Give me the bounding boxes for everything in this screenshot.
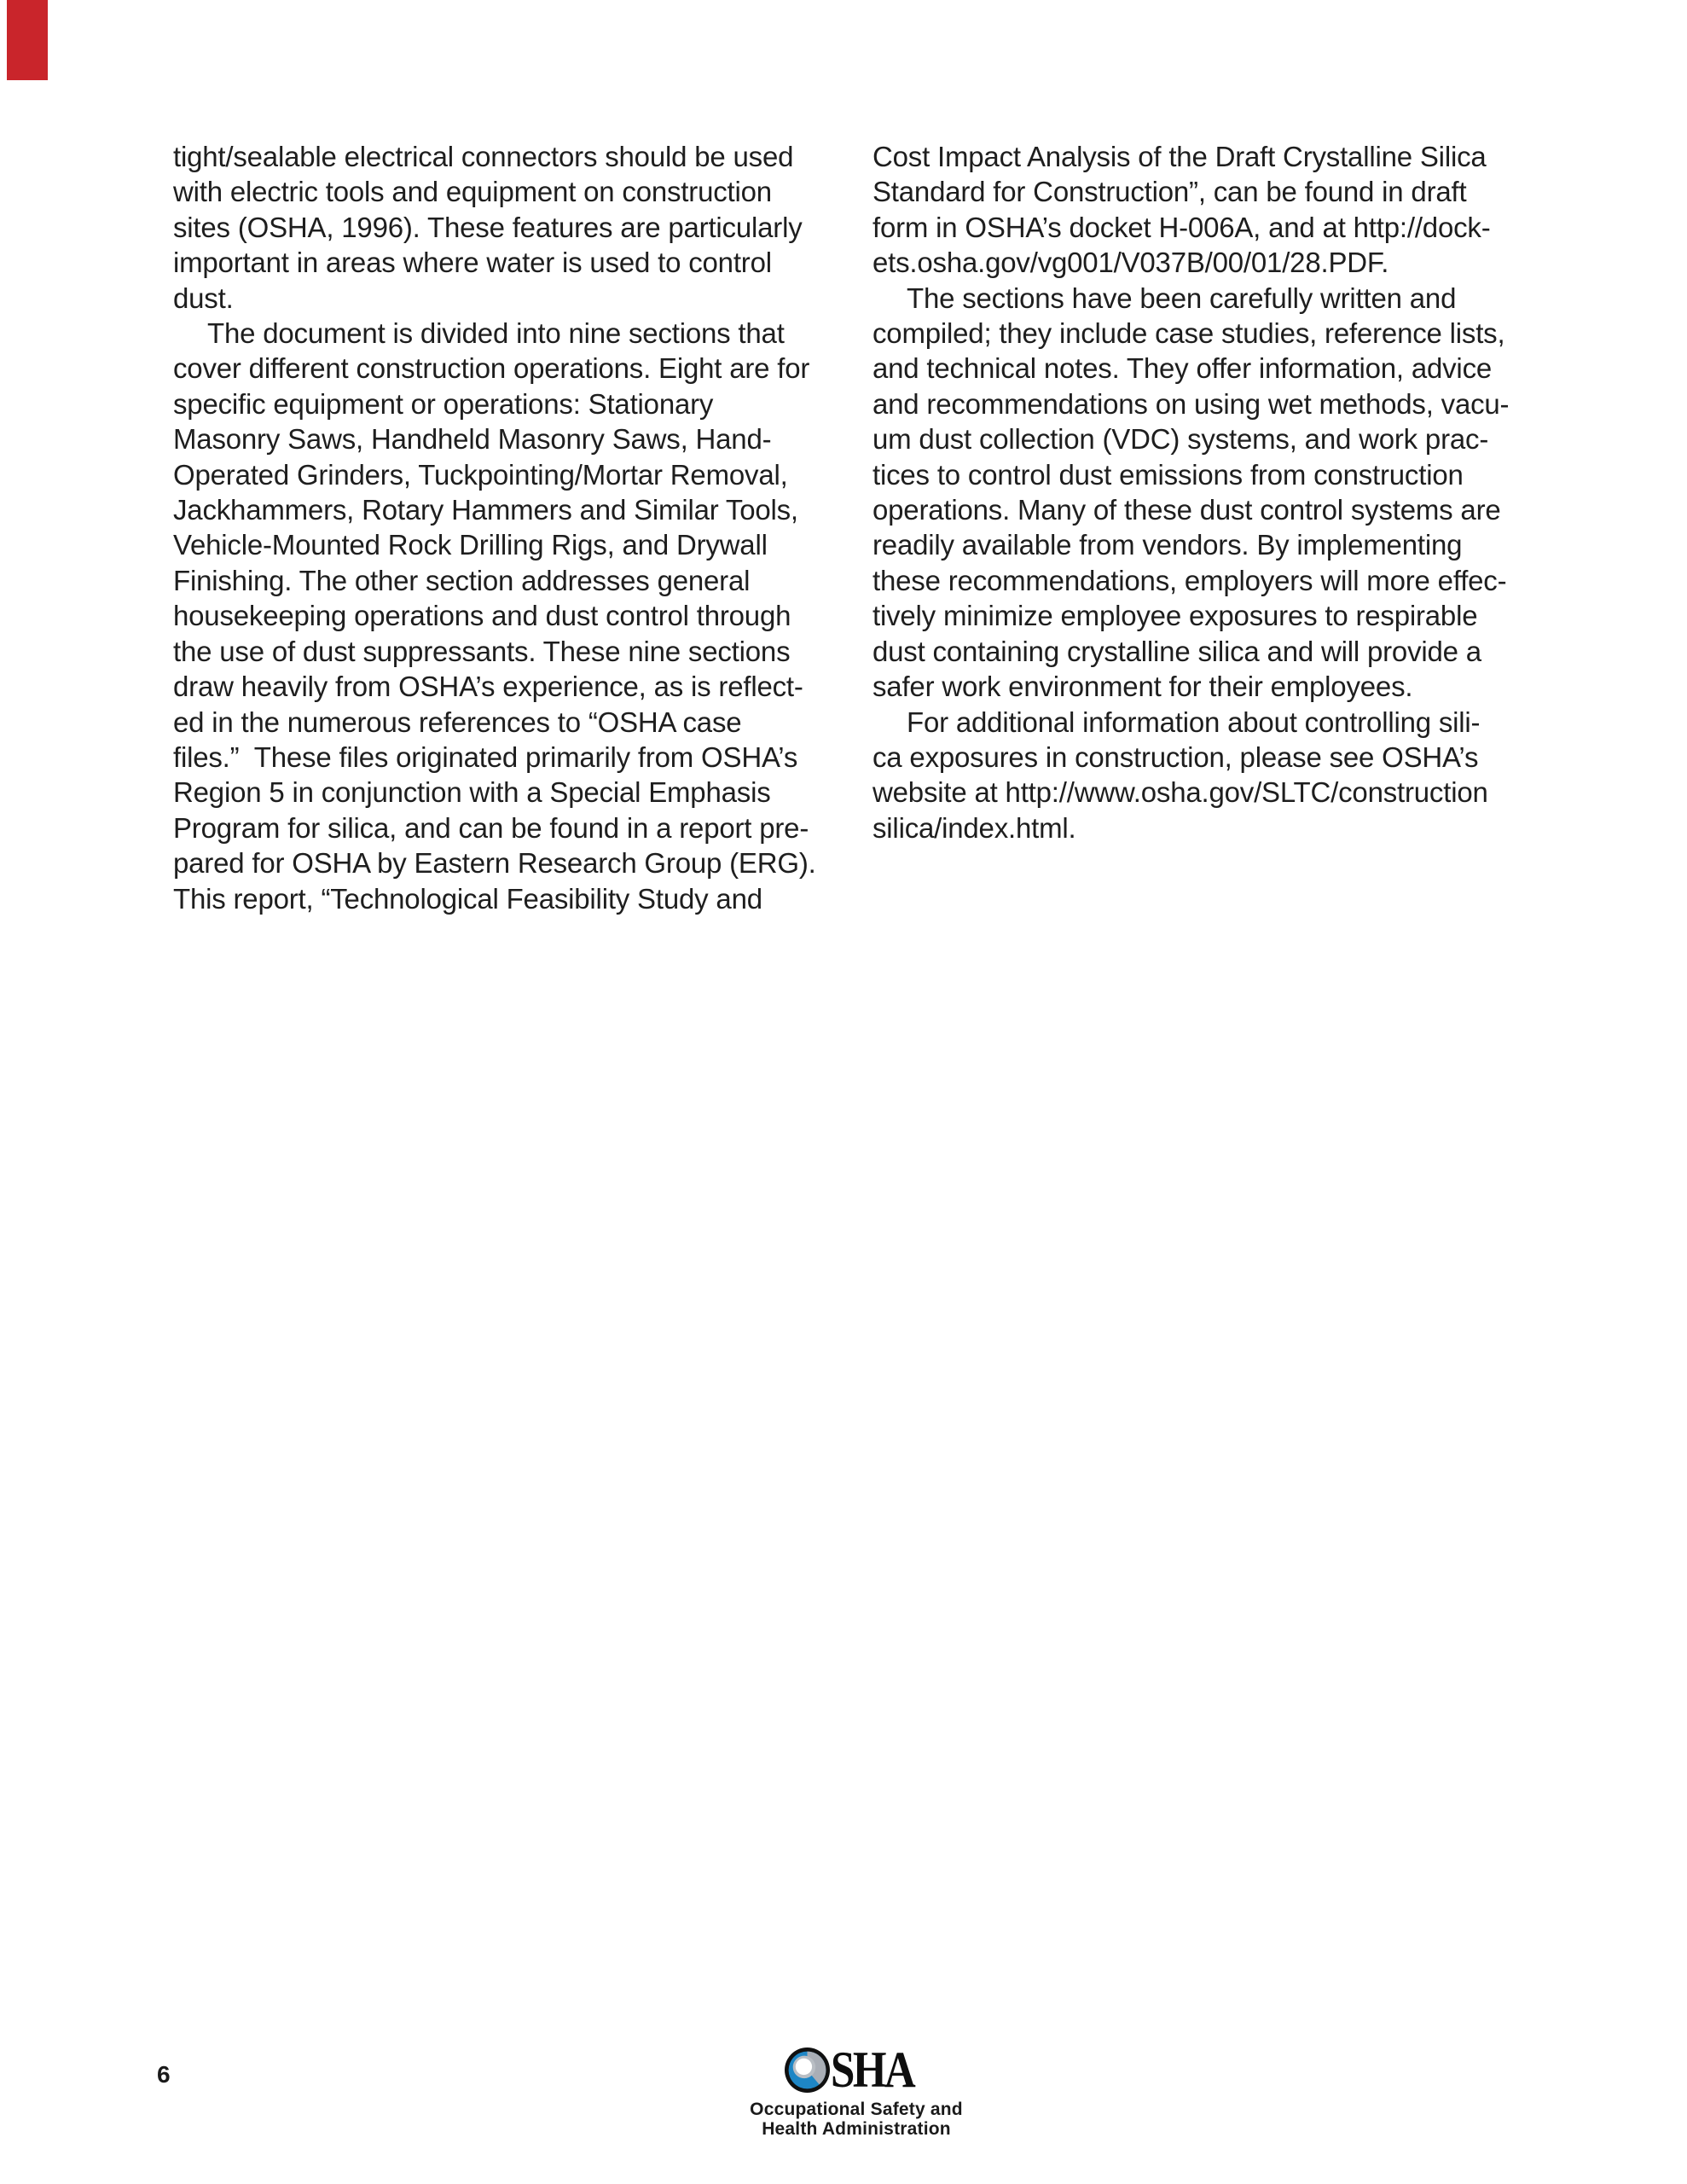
osha-logo <box>714 2041 999 2139</box>
section-tab <box>7 0 48 80</box>
osha-logo-text: SHA <box>830 2041 914 2098</box>
org-name <box>714 2100 999 2139</box>
org-name-line2: Health Administration <box>762 2119 951 2139</box>
body-text-column-left: tight/sealable electrical connectors should be used with electric tools and equipment on construction sites (OSHA, 1996). These features are particularly important in areas where water is used to control dust. The document is divided into nine sections that cover different construction operations. Eight are for specific equipment or operations: Stationary Masonry Saws, Handheld Masonry Saws, Hand- Operated Grinders, Tuckpointing/Mortar Removal, Jackhammers, Rotary Hammers and Similar Tools, Vehicle-Mounted Rock Drilling Rigs, and Drywall Finishing. The other section addresses general housekeeping operations and dust control through the use of dust suppressants. These nine sections draw heavily from OSHA’s experience, as is reflect- ed in the numerous references to “OSHA case files.” These files originated primarily from OSHA’s Region 5 in conjunction with a Special Emphasis Program for silica, and can be found in a report pre- pared for OSHA by Eastern Research Group (ERG). This report, “Technological Feasibility Study and <box>173 141 816 915</box>
osha-globe-icon <box>785 2048 830 2093</box>
page-number: 6 <box>157 2061 171 2088</box>
osha-wordmark <box>714 2041 999 2098</box>
org-name-line1: Occupational Safety and <box>750 2100 963 2119</box>
body-text-column-right: Cost Impact Analysis of the Draft Crystalline Silica Standard for Construction”, can be found in draft form in OSHA’s docket H-006A, and at http://dock- ets.osha.gov/vg001/V037B/00/01/28.PDF. The sections have been carefully written and compiled; they include case studies, reference lists, and technical notes. They offer information, advice and recommendations on using wet methods, vacu- um dust collection (VDC) systems, and work prac- tices to control dust emissions from construction operations. Many of these dust control systems are readily available from vendors. By implementing these recommendations, employers will more effec- tively minimize employee exposures to respirable dust containing crystalline silica and will provide a safer work environment for their employees. For additional information about controlling sili- ca exposures in construction, please see OSHA’s website at http://www.osha.gov/SLTC/construction silica/index.html. <box>872 141 1510 844</box>
